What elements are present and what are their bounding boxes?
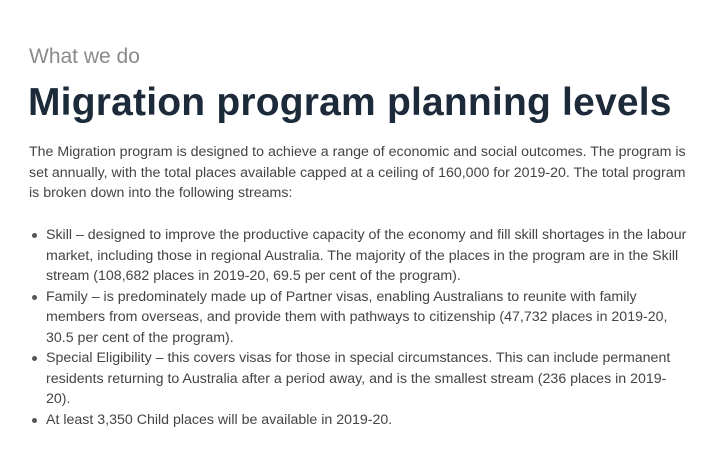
intro-paragraph: The Migration program is designed to achieve a range of economic and social outcomes. The program is set annually, with the total places available capped at a ceiling of 160,000 for 2019-20. The total program is broken down into the following streams: (29, 144, 686, 201)
bullet-icon (32, 356, 37, 361)
list-item-text: Family – is predominately made up of Partner visas, enabling Australians to reunite with family members from overseas, and provide them with pathways to citizenship (47,732 places in 2019-20, 30.5 per cent of the program). (46, 288, 668, 346)
list-item-text: At least 3,350 Child places will be available in 2019-20. (46, 411, 393, 428)
list-item-skill (29, 225, 689, 287)
list-item-text: Special Eligibility – this covers visas for those in special circumstances. This can include permanent residents returning to Australia after a period away, and is the smallest stream (236 places in 2019-20). (46, 350, 671, 407)
list-item-special-eligibility (29, 348, 689, 410)
bullet-icon (32, 295, 37, 300)
list-item-text: Skill – designed to improve the productive capacity of the economy and fill skill shortages in the labour market, including those in regional Australia. The majority of the places in the program are in the Skill stream (108,682 places in 2019-20, 69.5 per cent of the program). (46, 227, 687, 284)
bullet-icon (32, 418, 37, 423)
streams-list (29, 225, 689, 430)
list-item-child-places (29, 410, 689, 431)
page-title: Migration program planning levels (28, 81, 672, 124)
list-item-family (29, 287, 689, 349)
section-eyebrow: What we do (29, 45, 140, 68)
bullet-icon (32, 233, 37, 238)
